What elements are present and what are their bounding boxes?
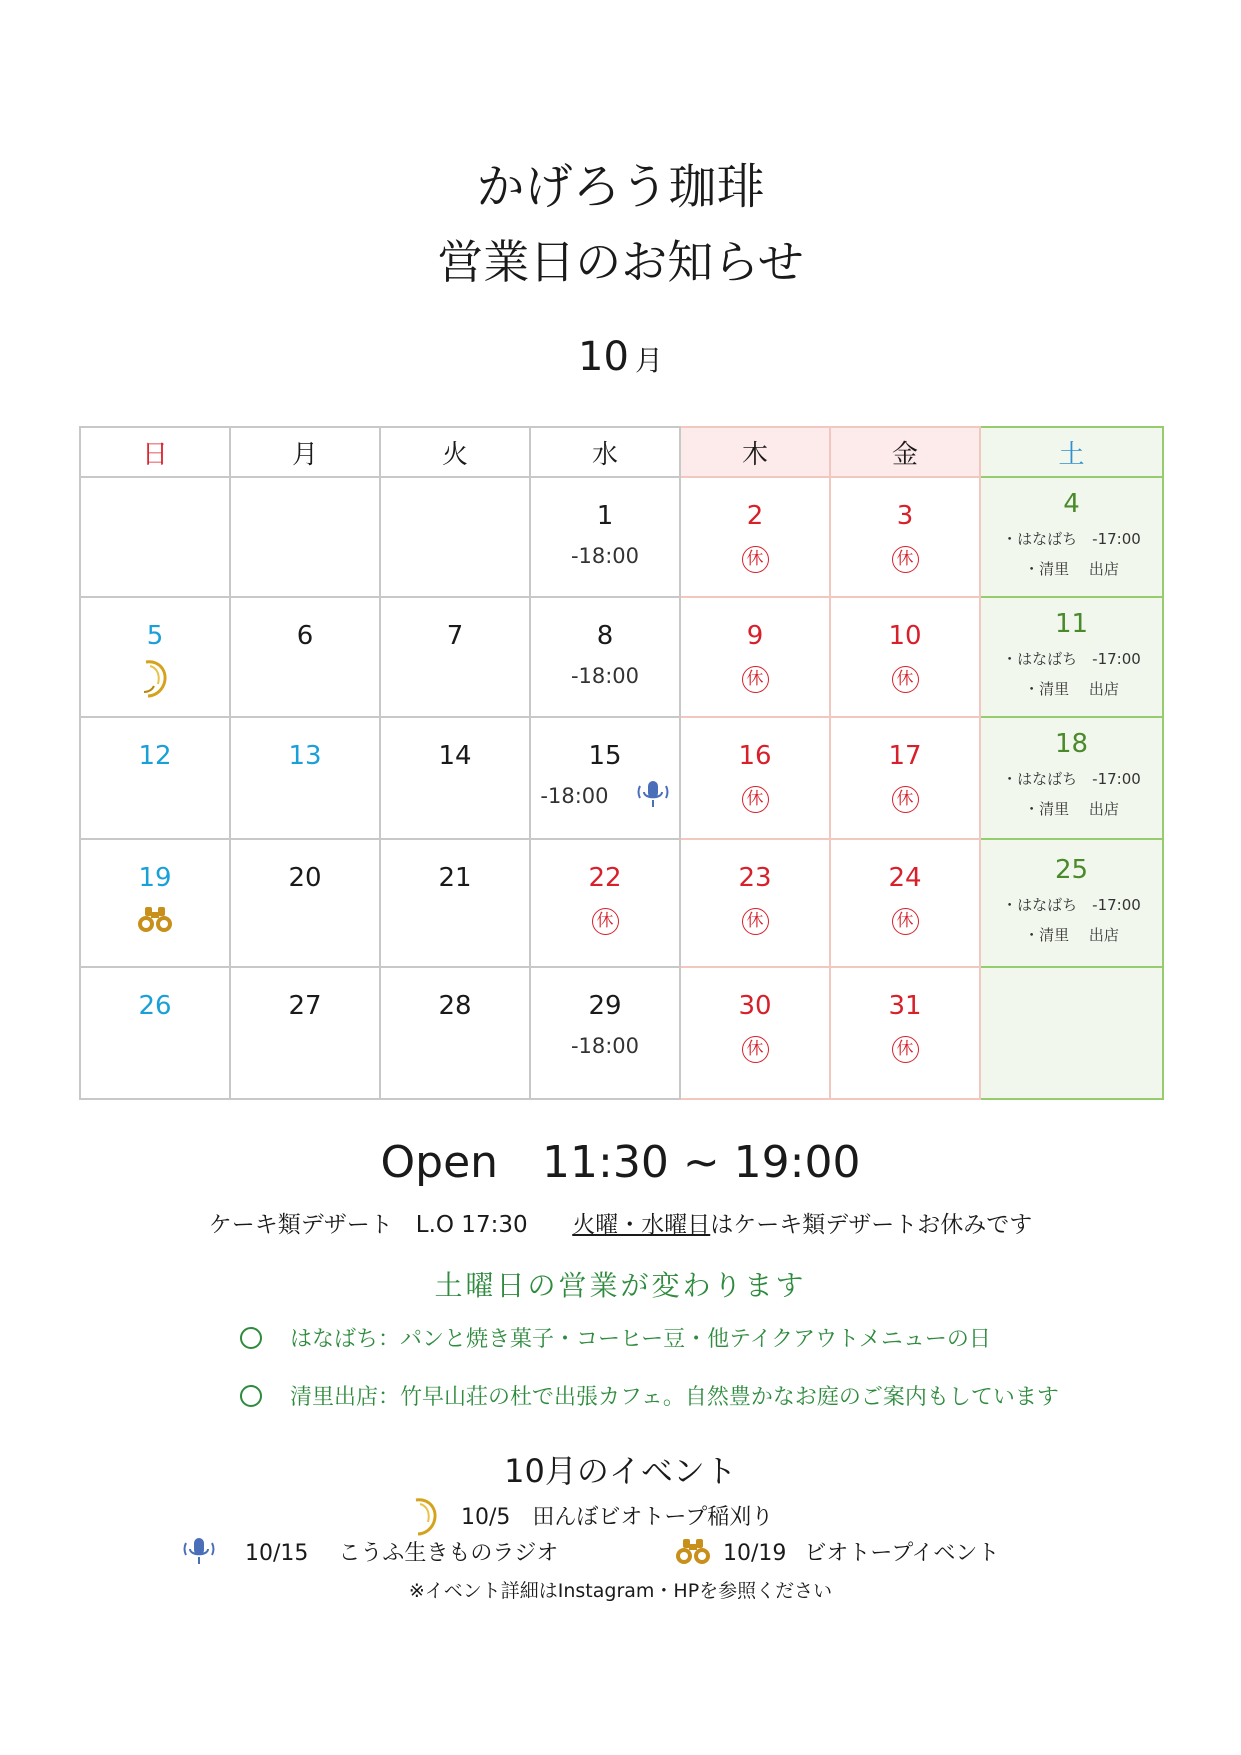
- microphone-icon: [636, 779, 670, 809]
- day-cell: [80, 839, 230, 967]
- day-number: 29: [588, 991, 622, 1021]
- day-number: 19: [138, 863, 172, 893]
- sat-note-1: ・はなばち -17:00: [1002, 530, 1141, 548]
- hours-label: -18:00: [540, 784, 609, 808]
- day-cell: [230, 839, 380, 967]
- microphone-icon: [182, 1536, 216, 1566]
- calendar: [79, 426, 1164, 1100]
- weekday-sun: 日: [80, 427, 230, 477]
- day-cell: [530, 839, 680, 967]
- list-item-text: 清里出店：竹早山荘の杜で出張カフェ。自然豊かなお庭のご案内もしています: [290, 1385, 1059, 1410]
- saturday-change-heading: 土曜日の営業が変わります: [434, 1269, 807, 1302]
- day-number: 5: [146, 621, 164, 651]
- event-name: 田んぼビオトープ稲刈り: [532, 1505, 774, 1530]
- events-title: 10月のイベント: [504, 1452, 737, 1490]
- week-row: [80, 839, 1163, 967]
- day-number: 13: [288, 741, 322, 771]
- day-cell: [680, 839, 830, 967]
- binoculars-icon: [136, 904, 174, 934]
- day-cell: [830, 839, 980, 967]
- weekday-thu: 木: [680, 427, 830, 477]
- day-cell: [680, 967, 830, 1099]
- opening-hours: Open 11:30 ~ 19:00: [380, 1137, 861, 1188]
- weekday-wed: 水: [530, 427, 680, 477]
- sat-note-2: ・清里 出店: [1024, 560, 1119, 578]
- closed-mark: 休: [742, 666, 769, 693]
- event-date: 10/5: [461, 1505, 511, 1530]
- hours-label: -18:00: [570, 1034, 640, 1058]
- event-item: [182, 1536, 558, 1567]
- day-number: 30: [738, 991, 772, 1021]
- day-cell: [680, 717, 830, 839]
- circle-bullet-icon: [240, 1327, 262, 1349]
- week-row: [80, 717, 1163, 839]
- closed-mark: 休: [742, 1036, 769, 1063]
- day-number: 4: [1063, 489, 1080, 519]
- day-cell: [680, 597, 830, 717]
- day-number: 25: [1054, 855, 1089, 885]
- day-cell: [680, 477, 830, 597]
- day-cell: [380, 839, 530, 967]
- empty-day: [980, 967, 1163, 1099]
- empty-day: [80, 477, 230, 597]
- closed-mark: 休: [592, 908, 619, 935]
- weekday-header: [80, 427, 1163, 477]
- week-row: [80, 477, 1163, 597]
- events-note: ※イベント詳細はInstagram・HPを参照ください: [408, 1580, 833, 1602]
- day-number: 8: [596, 621, 614, 651]
- day-cell: [380, 717, 530, 839]
- event-name: ビオトープイベント: [804, 1541, 1000, 1566]
- cake-off-days: 火曜・水曜日: [572, 1212, 711, 1238]
- sat-note-1: ・はなばち -17:00: [1002, 896, 1141, 914]
- shop-name: かげろう珈琲: [476, 159, 765, 215]
- list-item-text: はなばち：パンと焼き菓子・コーヒー豆・他テイクアウトメニューの日: [290, 1327, 991, 1352]
- sat-note-2: ・清里 出店: [1024, 926, 1119, 944]
- day-number: 9: [746, 621, 764, 651]
- day-cell: [530, 967, 680, 1099]
- list-item: [240, 1380, 1059, 1411]
- weekday-mon: 月: [230, 427, 380, 477]
- month-number: 10: [578, 334, 629, 380]
- day-number: 22: [588, 863, 622, 893]
- closed-mark: 休: [742, 908, 769, 935]
- day-number: 27: [288, 991, 322, 1021]
- page-title: 営業日のお知らせ: [437, 235, 804, 289]
- day-number: 11: [1054, 609, 1089, 639]
- day-cell: [80, 967, 230, 1099]
- event-date: 10/15: [245, 1541, 309, 1566]
- day-number: 31: [888, 991, 922, 1021]
- day-cell: [230, 597, 380, 717]
- week-row: [80, 967, 1163, 1099]
- rice-icon: [138, 656, 172, 698]
- hours-label: -18:00: [570, 544, 640, 568]
- day-number: 2: [746, 501, 764, 531]
- day-cell: [530, 477, 680, 597]
- week-row: [80, 597, 1163, 717]
- day-number: 15: [588, 741, 622, 771]
- day-number: 20: [288, 863, 322, 893]
- day-cell: [530, 597, 680, 717]
- closed-mark: 休: [892, 1036, 919, 1063]
- empty-day: [380, 477, 530, 597]
- day-cell: [80, 597, 230, 717]
- day-number: 10: [888, 621, 922, 651]
- day-cell: [830, 477, 980, 597]
- empty-day: [230, 477, 380, 597]
- sat-note-2: ・清里 出店: [1024, 800, 1119, 818]
- hours-label: -18:00: [570, 664, 640, 688]
- day-cell: [380, 967, 530, 1099]
- list-item: [240, 1322, 991, 1353]
- day-number: 1: [596, 501, 614, 531]
- day-number: 6: [296, 621, 314, 651]
- day-number: 26: [138, 991, 172, 1021]
- event-item: [408, 1494, 773, 1538]
- day-number: 23: [738, 863, 772, 893]
- cake-dessert-note: [0, 1206, 1241, 1239]
- circle-bullet-icon: [240, 1385, 262, 1407]
- closed-mark: 休: [742, 546, 769, 573]
- closed-mark: 休: [742, 786, 769, 813]
- day-cell: [980, 477, 1163, 597]
- rice-icon: [408, 1494, 442, 1538]
- day-number: 14: [438, 741, 472, 771]
- event-name: こうふ生きものラジオ: [338, 1541, 559, 1566]
- sat-note-1: ・はなばち -17:00: [1002, 650, 1141, 668]
- day-cell: [980, 597, 1163, 717]
- cake-last-order: ケーキ類デザート L.O 17:30: [208, 1212, 528, 1238]
- weekday-sat: 土: [980, 427, 1163, 477]
- closed-mark: 休: [892, 908, 919, 935]
- weekday-tue: 火: [380, 427, 530, 477]
- day-cell: [230, 717, 380, 839]
- day-number: 21: [438, 863, 472, 893]
- day-cell: [830, 717, 980, 839]
- closed-mark: 休: [892, 666, 919, 693]
- day-number: 7: [446, 621, 464, 651]
- event-date: 10/19: [723, 1541, 787, 1566]
- cake-off-note: はケーキ類デザートお休みです: [710, 1212, 1033, 1238]
- month-unit: 月: [634, 344, 663, 377]
- day-cell: [830, 967, 980, 1099]
- closed-mark: 休: [892, 546, 919, 573]
- sat-note-2: ・清里 出店: [1024, 680, 1119, 698]
- day-cell: [230, 967, 380, 1099]
- day-cell: [380, 597, 530, 717]
- day-cell: [980, 717, 1163, 839]
- day-number: 12: [138, 741, 172, 771]
- binoculars-icon: [674, 1536, 712, 1566]
- day-cell: [80, 717, 230, 839]
- closed-mark: 休: [892, 786, 919, 813]
- day-number: 16: [738, 741, 772, 771]
- day-number: 24: [888, 863, 922, 893]
- sat-note-1: ・はなばち -17:00: [1002, 770, 1141, 788]
- day-number: 3: [896, 501, 914, 531]
- day-number: 18: [1054, 729, 1089, 759]
- month-heading: [0, 334, 1241, 380]
- event-item: [674, 1536, 999, 1567]
- day-cell: [530, 717, 680, 839]
- day-cell: [980, 839, 1163, 967]
- day-number: 17: [888, 741, 922, 771]
- weekday-fri: 金: [830, 427, 980, 477]
- day-cell: [830, 597, 980, 717]
- day-number: 28: [438, 991, 472, 1021]
